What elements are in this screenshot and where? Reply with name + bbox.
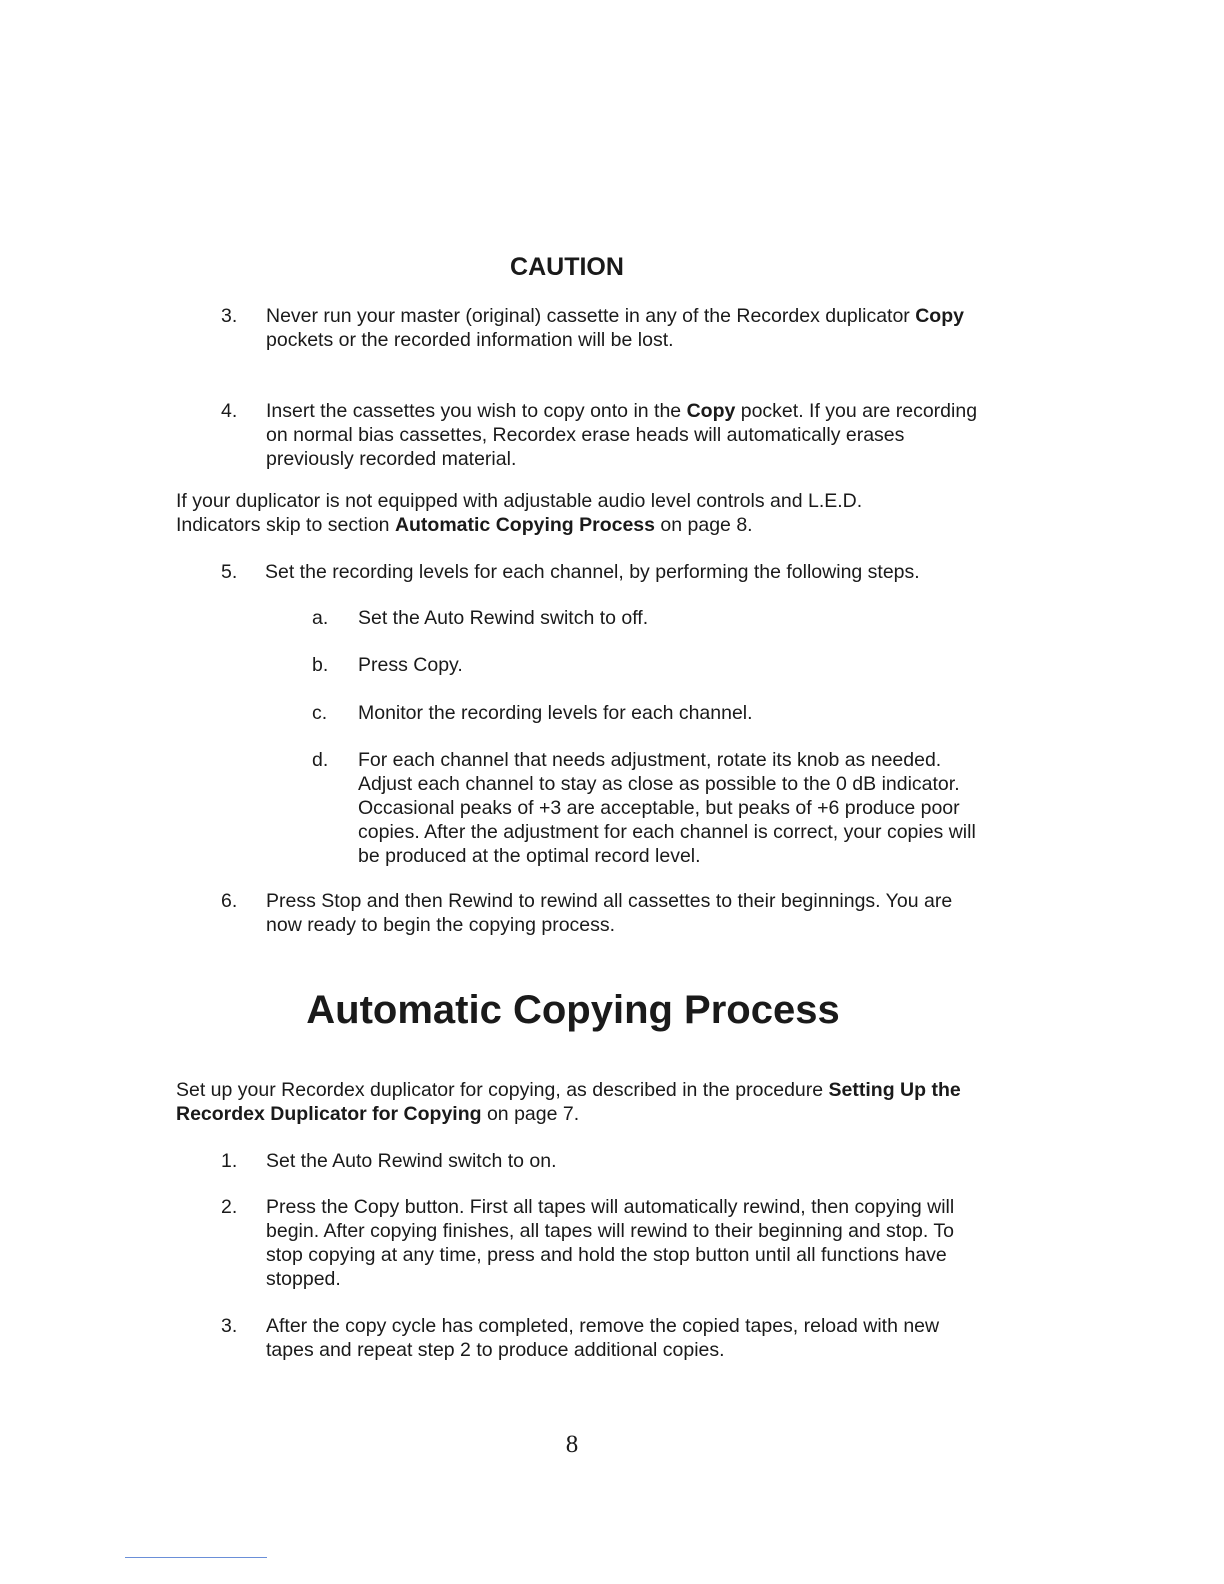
section-heading: Automatic Copying Process — [306, 988, 840, 1032]
step-number: 3. — [221, 1315, 238, 1337]
step-text: After the copy cycle has completed, remove the copied tapes, reload with new tapes and repeat step 2 to produce additional copies. — [266, 1315, 940, 1361]
caution-item-number: 3. — [221, 305, 238, 327]
substep-letter: b. — [312, 654, 329, 676]
section-intro: Set up your Recordex duplicator for copying, as described in the procedure Setting Up the Recordex Duplicator for Copying on page 7. — [176, 1079, 961, 1125]
substep-text: For each channel that needs adjustment, rotate its knob as needed. Adjust each channel to stay as close as possible to the 0 dB indicator. Occasional peaks of +3 are acceptable, but peaks of +6 produce poor copies. After the adjustment for each channel is correct, your copies will be produced at the optimal record level. — [358, 749, 976, 867]
step-text: Press the Copy button. First all tapes will automatically rewind, then copying will begin. After copying finishes, all tapes will rewind to their beginning and stop. To stop copying at any time, press and hold the stop button until all functions have stopped. — [266, 1196, 955, 1290]
step-number: 5. — [221, 561, 238, 583]
step-number: 6. — [221, 890, 238, 912]
substep-text: Monitor the recording levels for each channel. — [358, 702, 753, 724]
substep-letter: d. — [312, 749, 329, 771]
caution-item-number: 4. — [221, 400, 238, 422]
caution-title: CAUTION — [510, 253, 624, 281]
substep-text: Press Copy. — [358, 654, 463, 676]
step-text: Press Stop and then Rewind to rewind all cassettes to their beginnings. You are now ready to begin the copying process. — [266, 890, 953, 936]
substep-text: Set the Auto Rewind switch to off. — [358, 607, 649, 629]
step-number: 1. — [221, 1150, 238, 1172]
footer-rule — [125, 1557, 267, 1558]
caution-item-text: Never run your master (original) cassette in any of the Recordex duplicator Copy pockets or the recorded information will be lost. — [266, 305, 964, 351]
substep-letter: c. — [312, 702, 328, 724]
step-text: Set the recording levels for each channel, by performing the following steps. — [265, 561, 920, 583]
substep-letter: a. — [312, 607, 329, 629]
step-number: 2. — [221, 1196, 238, 1218]
caution-item-text: Insert the cassettes you wish to copy onto in the Copy pocket. If you are recording on normal bias cassettes, Recordex erase heads will automatically erases previously recorded material. — [266, 400, 978, 470]
skip-note: If your duplicator is not equipped with adjustable audio level controls and L.E.D. Indicators skip to section Automatic Copying Process on page 8. — [176, 490, 863, 536]
step-text: Set the Auto Rewind switch to on. — [266, 1150, 557, 1172]
page-number: 8 — [565, 1431, 579, 1458]
